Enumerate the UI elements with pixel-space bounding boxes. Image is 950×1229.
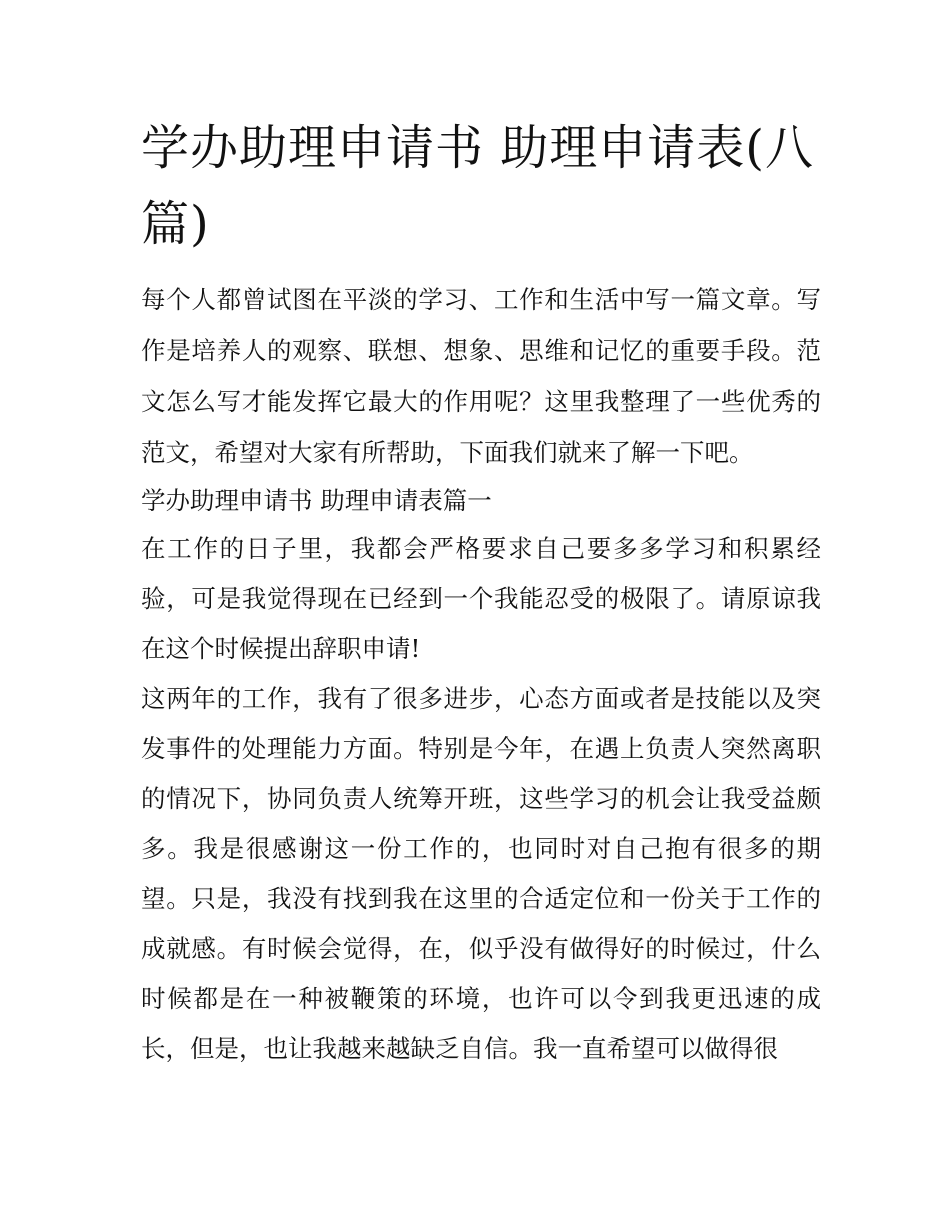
intro-paragraph: 每个人都曾试图在平淡的学习、工作和生活中写一篇文章。写作是培养人的观察、联想、想象、思维和记忆的重要手段。范文怎么写才能发挥它最大的作用呢？这里我整理了一些优秀的范文，希望对大家有所帮助，下面我们就来了解一下吧。 <box>141 285 821 467</box>
body-paragraph-1: 在工作的日子里，我都会严格要求自己要多多学习和积累经验，可是我觉得现在已经到一个我能忍受的极限了。请原谅我在这个时候提出辞职申请! <box>141 534 821 663</box>
section-heading: 学办助理申请书 助理申请表篇一 <box>141 486 492 515</box>
document-title: 学办助理申请书 助理申请表(八篇) <box>141 120 814 252</box>
document-page <box>141 110 821 1074</box>
body-paragraph-2: 这两年的工作，我有了很多进步，心态方面或者是技能以及突发事件的处理能力方面。特别是今年，在遇上负责人突然离职的情况下，协同负责人统筹开班，这些学习的机会让我受益颇多。我是很感谢这一份工作的，也同时对自己抱有很多的期望。只是，我没有找到我在这里的合适定位和一份关于工作的成就感。有时候会觉得，在，似乎没有做得好的时候过，什么时候都是在一种被鞭策的环境，也许可以令到我更迅速的成长，但是，也让我越来越缺乏自信。我一直希望可以做得很 <box>141 684 821 1063</box>
